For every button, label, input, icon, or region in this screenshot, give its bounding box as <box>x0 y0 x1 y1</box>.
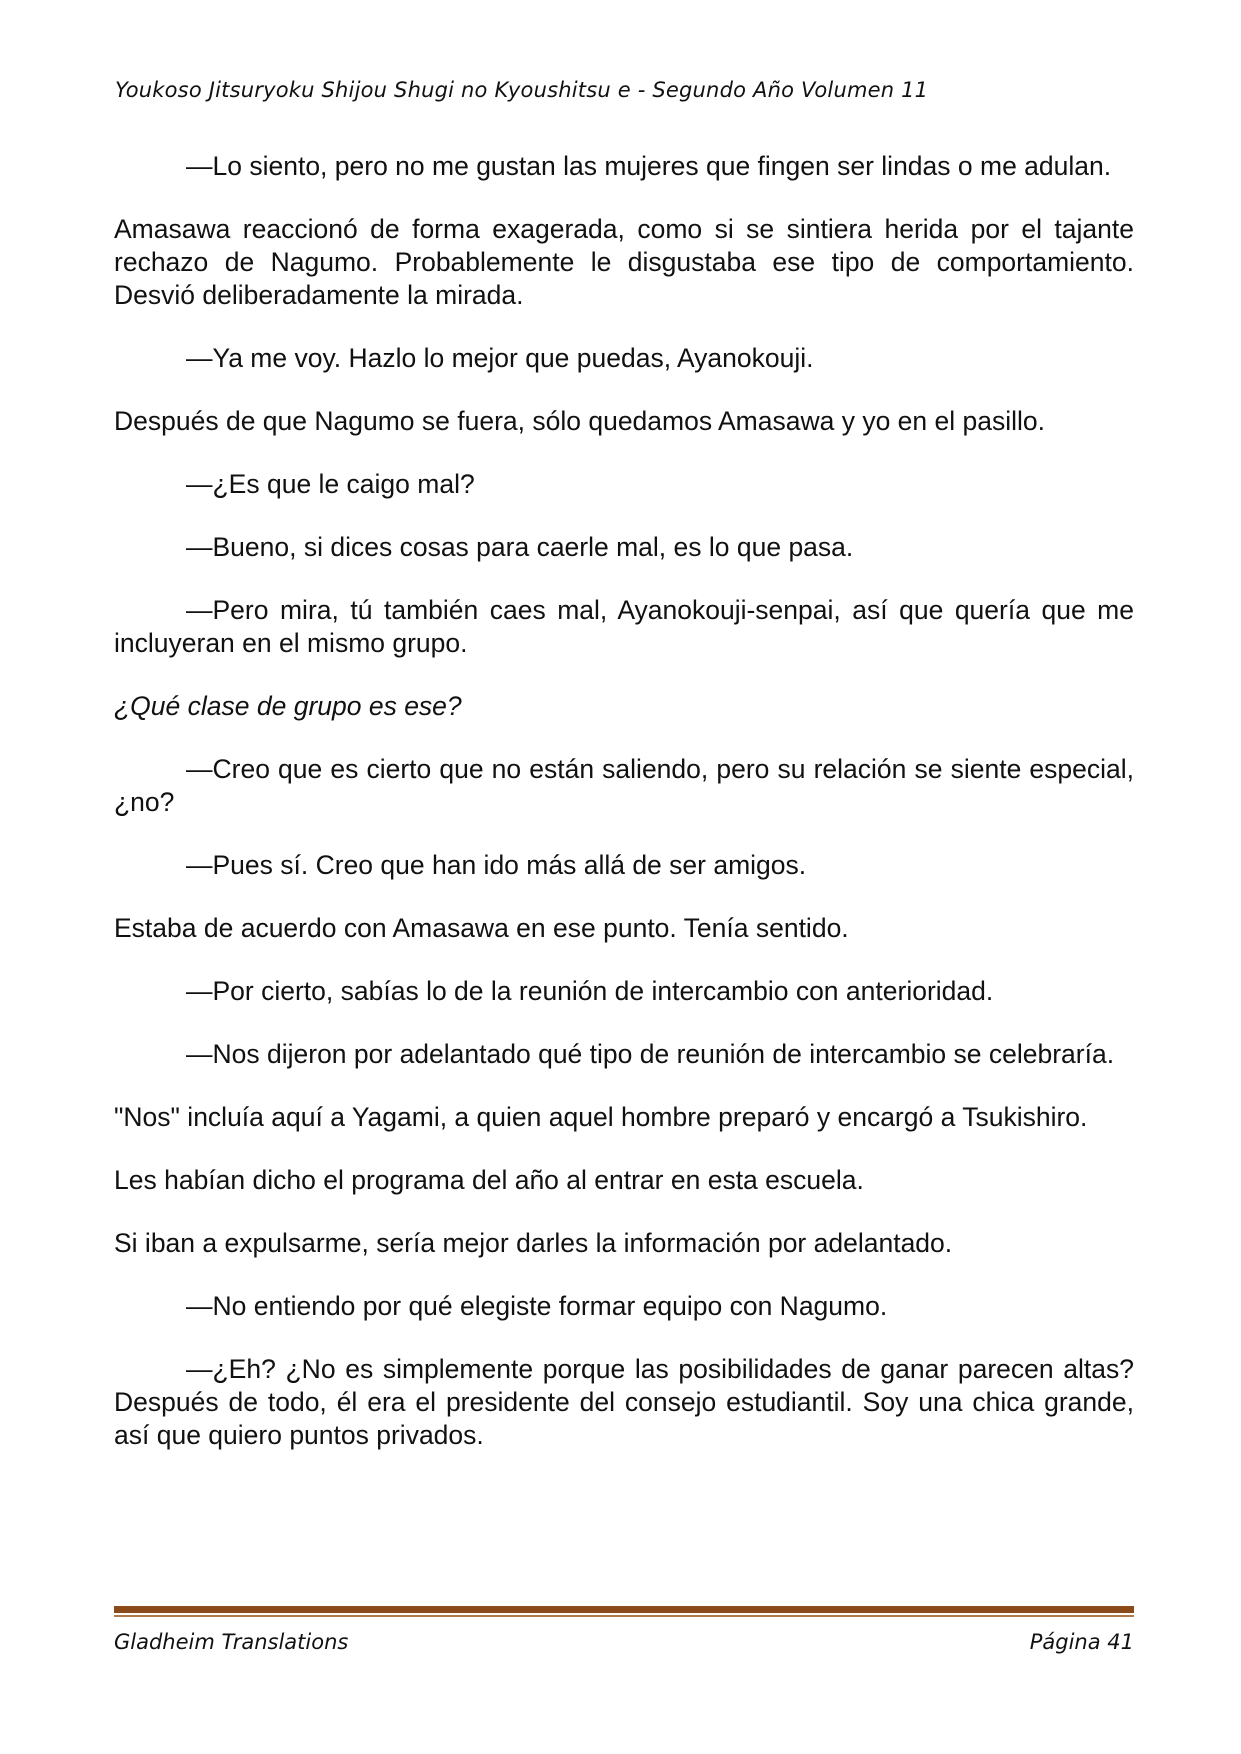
page-number: Página 41 <box>1029 1630 1134 1654</box>
paragraph: —¿Eh? ¿No es simplemente porque las posibilidades de ganar parecen altas? Después de todo, él era el presidente del consejo estudiantil. Soy una chica grande, así que quiero puntos privados. <box>114 1354 1134 1450</box>
footer-rule-thick <box>114 1606 1134 1613</box>
paragraph: —Ya me voy. Hazlo lo mejor que puedas, Ayanokouji. <box>186 343 814 373</box>
paragraph: —Lo siento, pero no me gustan las mujeres que fingen ser lindas o me adulan. <box>186 151 1112 181</box>
footer-divider <box>114 1606 1134 1617</box>
paragraph: "Nos" incluía aquí a Yagami, a quien aquel hombre preparó y encargó a Tsukishiro. <box>114 1102 1088 1132</box>
paragraph: —No entiendo por qué elegiste formar equipo con Nagumo. <box>186 1291 888 1321</box>
paragraph: —Bueno, si dices cosas para caerle mal, es lo que pasa. <box>186 532 854 562</box>
paragraph: —Nos dijeron por adelantado qué tipo de reunión de intercambio se celebraría. <box>186 1039 1115 1069</box>
footer-translator: Gladheim Translations <box>114 1630 349 1654</box>
paragraph: ¿Qué clase de grupo es ese? <box>114 691 462 721</box>
footer-rule-thin <box>114 1615 1134 1617</box>
paragraph: Si iban a expulsarme, sería mejor darles la información por adelantado. <box>114 1228 953 1258</box>
paragraph: —Creo que es cierto que no están saliendo, pero su relación se siente especial, ¿no? <box>114 754 1134 817</box>
body-text <box>114 150 1134 1482</box>
paragraph: Estaba de acuerdo con Amasawa en ese punto. Tenía sentido. <box>114 913 849 943</box>
paragraph: —¿Es que le caigo mal? <box>186 469 475 499</box>
paragraph: Amasawa reaccionó de forma exagerada, como si se sintiera herida por el tajante rechazo de Nagumo. Probablemente le disgustaba ese tipo de comportamiento. Desvió deliberadamente la mirada. <box>114 214 1134 310</box>
paragraph: —Pues sí. Creo que han ido más allá de ser amigos. <box>186 850 807 880</box>
paragraph: Después de que Nagumo se fuera, sólo quedamos Amasawa y yo en el pasillo. <box>114 406 1045 436</box>
paragraph: —Por cierto, sabías lo de la reunión de intercambio con anterioridad. <box>186 976 994 1006</box>
paragraph: —Pero mira, tú también caes mal, Ayanokouji-senpai, así que quería que me incluyeran en el mismo grupo. <box>114 595 1134 658</box>
running-header: Youkoso Jitsuryoku Shijou Shugi no Kyoushitsu e - Segundo Año Volumen 11 <box>115 78 929 102</box>
paragraph: Les habían dicho el programa del año al entrar en esta escuela. <box>114 1165 864 1195</box>
